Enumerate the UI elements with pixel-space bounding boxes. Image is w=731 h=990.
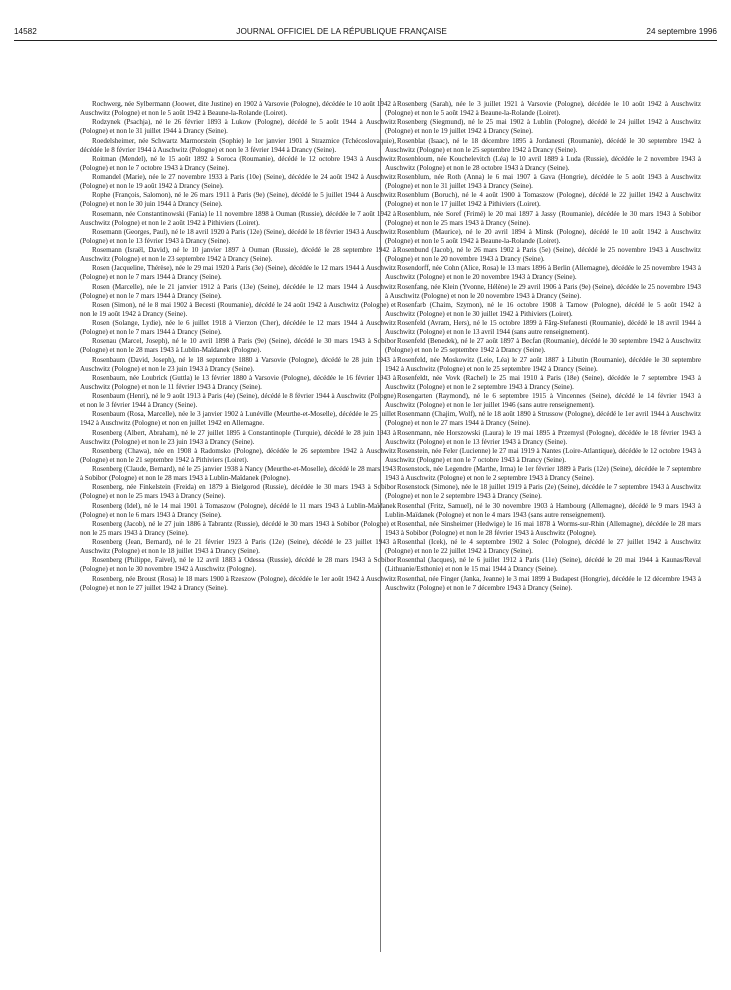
entry-paragraph: Rosenstock, née Legendre (Marthe, Irma) le 1er février 1889 à Paris (12e) (Seine), décédée le 7 septembre 1943 à Auschwitz (Pologne) et non le 2 septembre 1943 à Drancy (Seine). [385, 465, 701, 483]
entry-paragraph: Rosenblum, née Soref (Frimé) le 20 mai 1897 à Jassy (Roumanie), décédée le 30 mars 1943 à Sobibor (Pologne) et non le 25 mars 1943 à Drancy (Seine). [385, 209, 701, 227]
entry-paragraph: Rosen (Simon), né le 8 mai 1902 à Becesti (Roumanie), décédé le 24 août 1942 à Auschwitz (Pologne) et non le 19 août 1942 à Drancy (Seine). [80, 300, 396, 318]
entry-paragraph: Rosen (Marcelle), née le 21 janvier 1912 à Paris (13e) (Seine), décédée le 12 mars 1944 à Auschwitz (Pologne) et non le 7 mars 1944 à Drancy (Seine). [80, 282, 396, 300]
entry-paragraph: Rosenberg (Chawa), née en 1908 à Radomsko (Pologne), décédée le 26 septembre 1942 à Auschwitz (Pologne) et non le 21 septembre 1942 à Pithiviers (Loiret). [80, 446, 396, 464]
page-header [14, 27, 717, 41]
entry-paragraph: Rosenberg (Philippe, Faivel), né le 12 avril 1883 à Odessa (Russie), décédé le 28 mars 1943 à Sobibor (Pologne) et non le 30 novembre 1942 à Auschwitz (Pologne). [80, 556, 396, 574]
entry-paragraph: Rosenberg (Jacob), né le 27 juin 1886 à Tabrantz (Russie), décédé le 30 mars 1943 à Sobibor (Pologne) et non le 25 mars 1943 à Drancy (Seine). [80, 519, 396, 537]
entry-paragraph: Rosenberg (Sarah), née le 3 juillet 1921 à Varsovie (Pologne), décédée le 10 août 1942 à Auschwitz (Pologne) et non le 5 août 1942 à Beaune-la-Rolande (Loiret). [385, 100, 701, 118]
entry-paragraph: Rosenfeld (Benedek), né le 27 août 1897 à Becfan (Roumanie), décédé le 30 septembre 1942 à Auschwitz (Pologne) et non le 25 septembre 1942 à Drancy (Seine). [385, 337, 701, 355]
entry-paragraph: Rophe (François, Salomon), né le 26 mars 1911 à Paris (9e) (Seine), décédé le 5 juillet 1944 à Auschwitz (Pologne) et non le 30 juin 1944 à Drancy (Seine). [80, 191, 396, 209]
column-divider [380, 98, 381, 952]
entry-paragraph: Rosenberg (Siegmund), né le 25 mai 1902 à Lublin (Pologne), décédé le 24 juillet 1942 à Auschwitz (Pologne) et non le 19 juillet 1942 à Drancy (Seine). [385, 118, 701, 136]
right-column [385, 100, 701, 593]
entry-paragraph: Rosenfang, née Klein (Yvonne, Hélène) le 29 avril 1906 à Paris (9e) (Seine), décédée le 25 novembre 1943 à Auschwitz (Pologne) et non le 20 novembre 1943 à Drancy (Seine). [385, 282, 701, 300]
entry-paragraph: Rosengarten (Raymond), né le 6 septembre 1915 à Vincennes (Seine), décédé le 14 février 1943 à Auschwitz (Pologne) et non le 1er juillet 1946 (sans autre renseignement). [385, 392, 701, 410]
journal-title: JOURNAL OFFICIEL DE LA RÉPUBLIQUE FRANÇAISE [236, 27, 447, 36]
entry-paragraph: Rosenberg, née Finkelstein (Freida) en 1879 à Bielgorod (Russie), décédée le 30 mars 1943 à Sobibor (Pologne) et non le 25 mars 1943 à Drancy (Seine). [80, 483, 396, 501]
entry-paragraph: Rosenthal (Icek), né le 4 septembre 1902 à Solec (Pologne), décédé le 27 juillet 1942 à Auschwitz (Pologne) et non le 22 juillet 1942 à Drancy (Seine). [385, 538, 701, 556]
entry-paragraph: Rosenberg (Jean, Bernard), né le 21 février 1923 à Paris (12e) (Seine), décédé le 23 juillet 1943 à Auschwitz (Pologne) et non le 18 juillet 1943 à Drancy (Seine). [80, 538, 396, 556]
entry-paragraph: Rosenblum, née Roth (Anna) le 6 mai 1907 à Gava (Hongrie), décédée le 5 août 1943 à Auschwitz (Pologne) et non le 31 juillet 1943 à Drancy (Seine). [385, 173, 701, 191]
issue-date: 24 septembre 1996 [646, 27, 717, 36]
entry-paragraph: Rosenfeld (Avram, Hers), né le 15 octobre 1899 à Fărg-Stefanesti (Roumanie), décédé le 18 avril 1944 à Auschwitz (Pologne) et non le 13 avril 1944 (sans autre renseignement). [385, 319, 701, 337]
entry-paragraph: Rosemann, née Constantinowski (Fania) le 11 novembre 1898 à Ouman (Russie), décédée le 7 août 1942 à Auschwitz (Pologne) et non le 2 août 1942 à Pithiviers (Loiret). [80, 209, 396, 227]
entry-paragraph: Rosenfeldt, née Vovk (Rachel) le 25 mai 1910 à Paris (18e) (Seine), décédée le 7 septembre 1943 à Auschwitz (Pologne) et non le 2 septembre 1943 à Drancy (Seine). [385, 373, 701, 391]
entry-paragraph: Rosendorff, née Cohn (Alice, Rosa) le 13 mars 1896 à Berlin (Allemagne), décédée le 25 novembre 1943 à Auschwitz (Pologne) et non le 20 novembre 1943 à Drancy (Seine). [385, 264, 701, 282]
entry-paragraph: Rosenbund (Jacob), né le 26 mars 1902 à Paris (5e) (Seine), décédé le 25 novembre 1943 à Auschwitz (Pologne) et non le 20 novembre 1943 à Drancy (Seine). [385, 246, 701, 264]
entry-paragraph: Rosenau (Marcel, Joseph), né le 10 avril 1898 à Paris (9e) (Seine), décédé le 30 mars 1943 à Sobibor (Pologne) et non le 28 mars 1943 à Lublin-Maïdanek (Pologne). [80, 337, 396, 355]
entry-paragraph: Romandel (Marie), née le 27 novembre 1933 à Paris (10e) (Seine), décédée le 24 août 1942 à Auschwitz (Pologne) et non le 19 août 1942 à Drancy (Seine). [80, 173, 396, 191]
entry-paragraph: Rosenthal, née Sinsheimer (Hedwige) le 16 mai 1878 à Worms-sur-Rhin (Allemagne), décédée le 28 mars 1943 à Sobibor (Pologne) et non le 28 février 1943 à Auschwitz (Pologne). [385, 519, 701, 537]
entry-paragraph: Rosenbaum (Henri), né le 9 août 1913 à Paris (4e) (Seine), décédé le 8 février 1944 à Auschwitz (Pologne) et non le 3 février 1944 à Drancy (Seine). [80, 392, 396, 410]
entry-paragraph: Rodzynek (Psachja), né le 26 février 1893 à Lukow (Pologne), décédé le 5 août 1944 à Auschwitz (Pologne) et non le 31 juillet 1944 à Drancy (Seine). [80, 118, 396, 136]
entry-paragraph: Rosenberg (Idel), né le 14 mai 1901 à Tomaszow (Pologne), décédé le 11 mars 1943 à Lublin-Maïdanek (Pologne) et non le 6 mars 1943 à Drancy (Seine). [80, 501, 396, 519]
entry-paragraph: Rosenthal (Fritz, Samuel), né le 30 novembre 1903 à Hambourg (Allemagne), décédé le 9 mars 1943 à Lublin-Maïdanek (Pologne) et non le 4 mars 1943 (sans autre renseignement). [385, 501, 701, 519]
entry-paragraph: Rosenberg, née Broust (Rosa) le 18 mars 1900 à Rzeszow (Pologne), décédée le 1er août 1942 à Auschwitz (Pologne) et non le 27 juillet 1942 à Drancy (Seine). [80, 574, 396, 592]
entry-paragraph: Rosenbaum, née Loubrick (Guttla) le 13 février 1880 à Varsovie (Pologne), décédée le 16 février 1943 à Auschwitz (Pologne) et non le 11 février 1943 à Drancy (Seine). [80, 373, 396, 391]
entry-paragraph: Rosenbaum (Rosa, Marcelle), née le 3 janvier 1902 à Lunéville (Meurthe-et-Moselle), décédée le 25 juillet 1942 à Auschwitz (Pologne) et non en juillet 1942 en Allemagne. [80, 410, 396, 428]
entry-paragraph: Rosenmann (Chajim, Wolf), né le 18 août 1890 à Strussow (Pologne), décédé le 1er avril 1944 à Auschwitz (Pologne) et non le 27 mars 1944 à Drancy (Seine). [385, 410, 701, 428]
entry-paragraph: Rosenstock (Simone), née le 18 juillet 1919 à Paris (2e) (Seine), décédée le 7 septembre 1943 à Auschwitz (Pologne) et non le 2 septembre 1943 à Drancy (Seine). [385, 483, 701, 501]
entry-paragraph: Rosenblum (Maurice), né le 20 avril 1894 à Minsk (Pologne), décédé le 10 août 1942 à Auschwitz (Pologne) et non le 5 août 1942 à Beaune-la-Rolande (Loiret). [385, 227, 701, 245]
entry-paragraph: Rosemann (Georges, Paul), né le 18 avril 1920 à Paris (12e) (Seine), décédé le 18 février 1943 à Auschwitz (Pologne) et non le 13 février 1943 à Drancy (Seine). [80, 227, 396, 245]
entry-paragraph: Rosenblum (Boruch), né le 4 août 1900 à Tomaszow (Pologne), décédé le 22 juillet 1942 à Auschwitz (Pologne) et non le 17 juillet 1942 à Pithiviers (Loiret). [385, 191, 701, 209]
entry-paragraph: Rosenthal (Jacques), né le 6 juillet 1912 à Paris (11e) (Seine), décédé le 20 mai 1944 à Kaunas/Reval (Lithuanie/Esthonie) et non le 15 mai 1944 à Drancy (Seine). [385, 556, 701, 574]
entry-paragraph: Rosenberg (Albert, Abraham), né le 27 juillet 1895 à Constantinople (Turquie), décédé le 28 juin 1943 à Auschwitz (Pologne) et non le 23 juin 1943 à Drancy (Seine). [80, 428, 396, 446]
page-number: 14582 [14, 27, 37, 36]
entry-paragraph: Rosemann (Israël, David), né le 10 janvier 1897 à Ouman (Russie), décédé le 28 septembre 1942 à Auschwitz (Pologne) et non le 23 septembre 1942 à Drancy (Seine). [80, 246, 396, 264]
entry-paragraph: Rosenbloum, née Kouchelevitch (Léa) le 10 avril 1889 à Luda (Russie), décédée le 2 novembre 1943 à Auschwitz (Pologne) et non le 28 octobre 1943 à Drancy (Seine). [385, 154, 701, 172]
entry-paragraph: Rosenberg (Claude, Bernard), né le 25 janvier 1938 à Nancy (Meurthe-et-Moselle), décédé le 28 mars 1943 à Sobibor (Pologne) et non le 28 mars 1943 à Lublin-Maïdanek (Pologne). [80, 465, 396, 483]
header-rule [14, 40, 717, 41]
entry-paragraph: Rochwerg, née Sylbermann (Joowet, dite Justine) en 1902 à Varsovie (Pologne), décédée le 10 août 1942 à Auschwitz (Pologne) et non le 5 août 1942 à Beaune-la-Rolande (Loiret). [80, 100, 396, 118]
entry-paragraph: Rosen (Jacqueline, Thérèse), née le 29 mai 1920 à Paris (3e) (Seine), décédée le 12 mars 1944 à Auschwitz (Pologne) et non le 7 mars 1944 à Drancy (Seine). [80, 264, 396, 282]
entry-paragraph: Rosenblat (Isaac), né le 18 décembre 1895 à Jordanesti (Roumanie), décédé le 30 septembre 1942 à Auschwitz (Pologne) et non le 25 septembre 1942 à Drancy (Seine). [385, 136, 701, 154]
entry-paragraph: Rosenfeld, née Moskowitz (Leie, Léa) le 27 août 1887 à Libutin (Roumanie), décédée le 30 septembre 1942 à Auschwitz (Pologne) et non le 25 septembre 1942 à Drancy (Seine). [385, 355, 701, 373]
left-column [80, 100, 396, 593]
entry-paragraph: Roedelsheimer, née Schwartz Marmorstein (Sophie) le 1er janvier 1901 à Strazmice (Tchécoslovaquie), décédée le 8 février 1944 à Auschwitz (Pologne) et non le 3 février 1944 à Drancy (Seine). [80, 136, 396, 154]
entry-paragraph: Roitman (Mendel), né le 15 août 1892 à Soroca (Roumanie), décédé le 12 octobre 1943 à Auschwitz (Pologne) et non le 7 octobre 1943 à Drancy (Seine). [80, 154, 396, 172]
entry-paragraph: Rosenstein, née Feler (Lucienne) le 27 mai 1919 à Nantes (Loire-Atlantique), décédée le 12 octobre 1943 à Auschwitz (Pologne) et non le 7 octobre 1943 à Drancy (Seine). [385, 446, 701, 464]
entry-paragraph: Rosenbaum (David, Joseph), né le 18 septembre 1880 à Varsovie (Pologne), décédé le 28 juin 1943 à Auschwitz (Pologne) et non le 23 juin 1943 à Drancy (Seine). [80, 355, 396, 373]
entry-paragraph: Rosenfarb (Chaim, Szymon), né le 16 octobre 1908 à Tarnow (Pologne), décédé le 5 août 1942 à Auschwitz (Pologne) et non le 30 juillet 1942 à Pithiviers (Loiret). [385, 300, 701, 318]
entry-paragraph: Rosenmann, née Horszowski (Laura) le 19 mai 1895 à Przemysl (Pologne), décédée le 18 février 1943 à Auschwitz (Pologne) et non le 13 février 1943 à Drancy (Seine). [385, 428, 701, 446]
entry-paragraph: Rosenthal, née Finger (Janka, Jeanne) le 3 mai 1899 à Budapest (Hongrie), décédée le 12 décembre 1943 à Auschwitz (Pologne) et non le 7 décembre 1943 à Drancy (Seine). [385, 574, 701, 592]
entry-paragraph: Rosen (Solange, Lydie), née le 6 juillet 1918 à Vierzon (Cher), décédée le 12 mars 1944 à Auschwitz (Pologne) et non le 7 mars 1944 à Drancy (Seine). [80, 319, 396, 337]
